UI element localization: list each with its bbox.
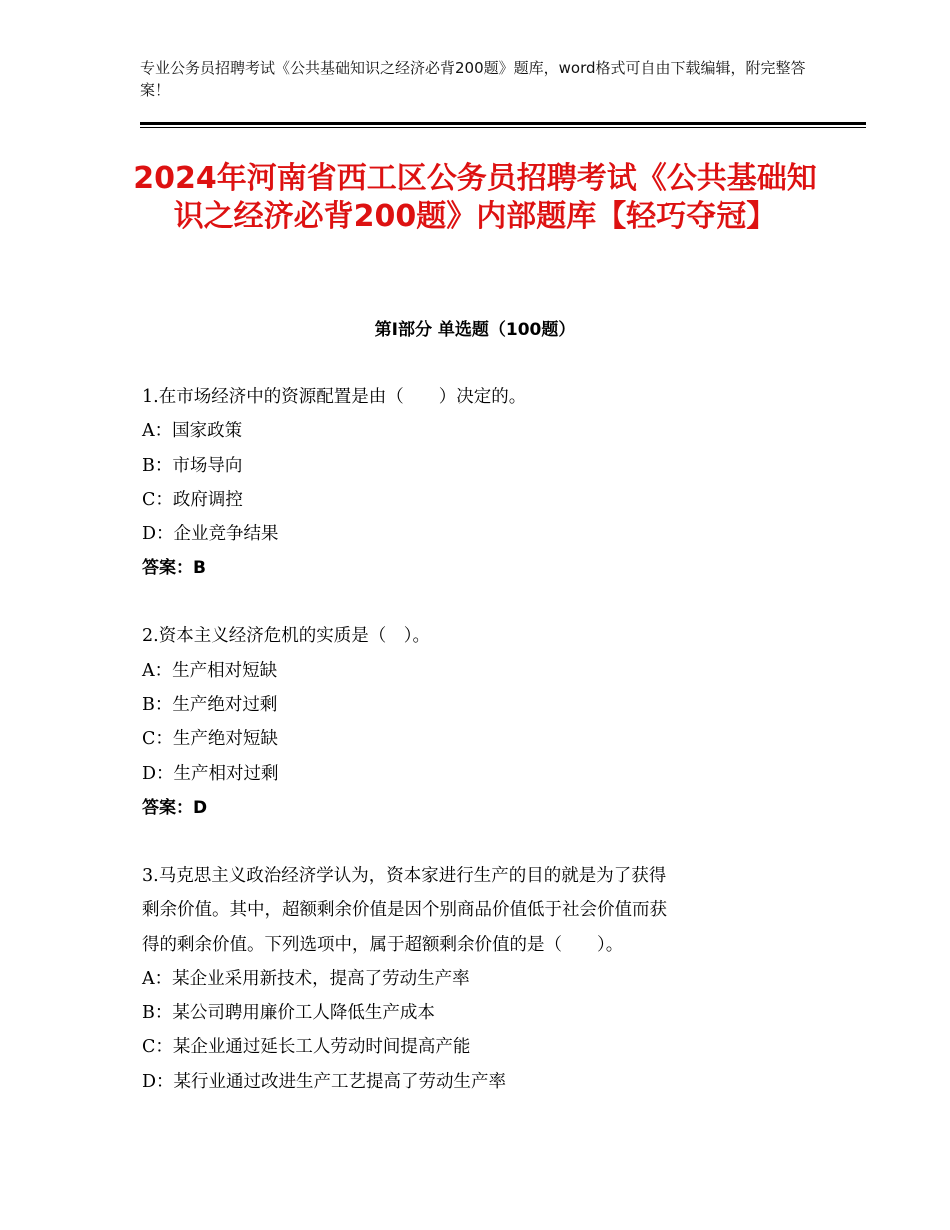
option-a: A：生产相对短缺: [142, 660, 278, 681]
option-c: C：某企业通过延长工人劳动时间提高产能: [142, 1037, 471, 1058]
question-stem: 1.在市场经济中的资源配置是由（ ）决定的。: [142, 387, 527, 407]
question-stem-line: 3.马克思主义政治经济学认为，资本家进行生产的目的就是为了获得: [142, 865, 667, 886]
question-stem-line: 得的剩余价值。下列选项中，属于超额剩余价值的是（ ）。: [142, 934, 624, 955]
option-a: A：国家政策: [142, 421, 243, 442]
question-3: [142, 859, 802, 1099]
header-rule-thin: [140, 127, 866, 128]
option-b: B：生产绝对过剩: [142, 695, 278, 716]
answer: 答案：B: [142, 558, 206, 579]
question-2: [142, 619, 802, 824]
question-stem: 2.资本主义经济危机的实质是（ ）。: [142, 626, 430, 647]
option-c: C：政府调控: [142, 489, 243, 510]
option-c: C：生产绝对短缺: [142, 729, 278, 750]
question-1: [142, 380, 802, 585]
section-title: 第Ⅰ部分 单选题（100题）: [374, 320, 576, 340]
option-b: B：市场导向: [142, 455, 243, 476]
question-stem-line: 剩余价值。其中，超额剩余价值是因个别商品价值低于社会价值而获: [142, 900, 667, 921]
question-list: [142, 380, 802, 1133]
option-d: D：生产相对过剩: [142, 763, 279, 784]
answer: 答案：D: [142, 797, 208, 818]
option-d: D：企业竞争结果: [142, 524, 279, 545]
document-title: 2024年河南省西工区公务员招聘考试《公共基础知识之经济必背200题》内部题库【轻巧夺冠】: [133, 161, 817, 234]
header-note: 专业公务员招聘考试《公共基础知识之经济必背200题》题库，word格式可自由下载编辑，附完整答案！: [140, 59, 806, 99]
option-a: A：某企业采用新技术，提高了劳动生产率: [142, 968, 470, 989]
option-d: D：某行业通过改进生产工艺提高了劳动生产率: [142, 1071, 507, 1092]
option-b: B：某公司聘用廉价工人降低生产成本: [142, 1003, 435, 1024]
header-rule-thick: [140, 122, 866, 125]
